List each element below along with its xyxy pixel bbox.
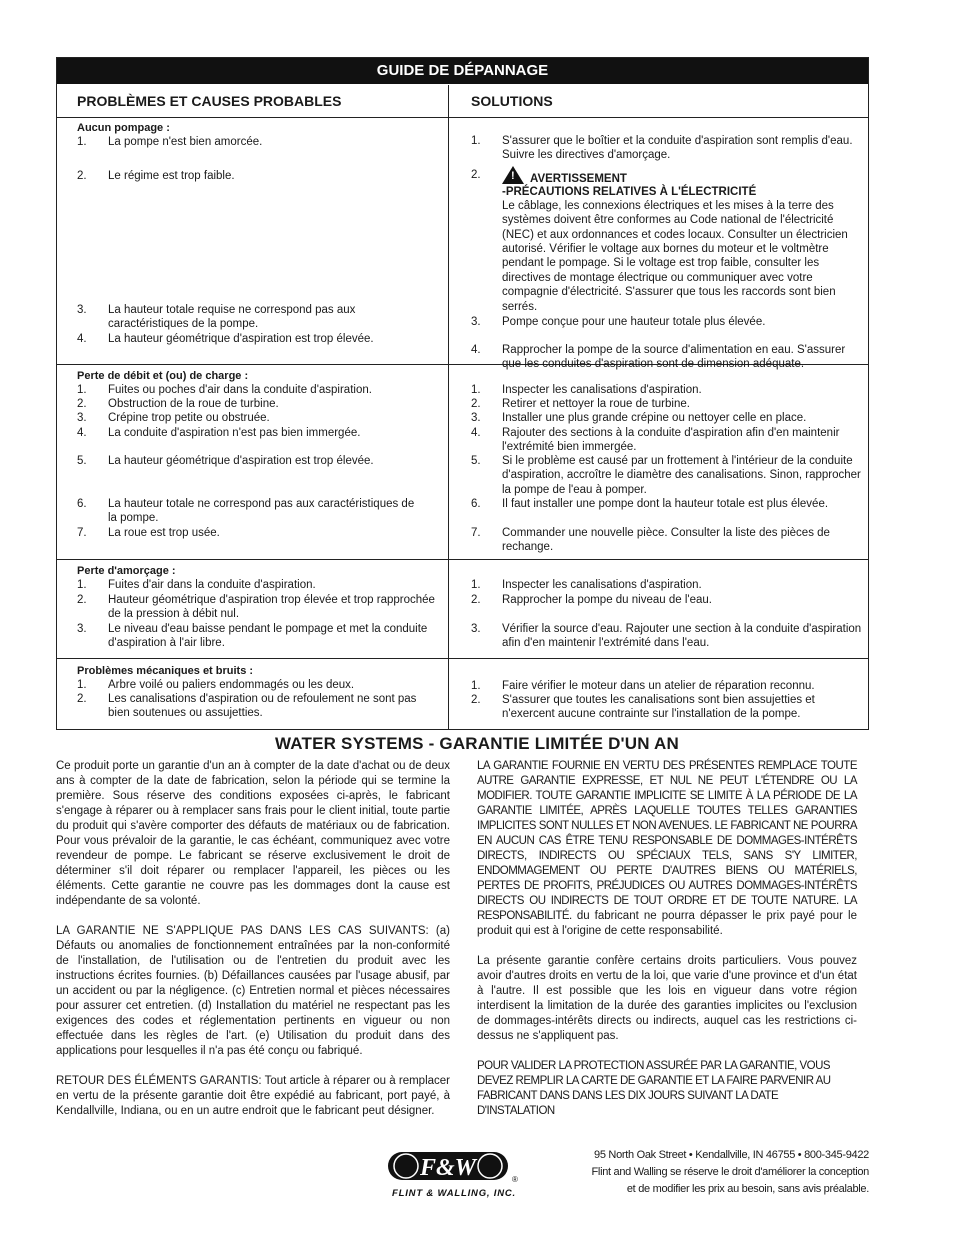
- cause-item: 2. Les canalisations d'aspiration ou de refoulement ne sont pas bien soutenues ou assujetties.: [77, 693, 417, 720]
- cause-item: 1. Fuites d'air dans la conduite d'aspiration.: [77, 579, 316, 591]
- warranty-paragraph: Ce produit porte un garantie d'un an à compter de la date d'achat ou de deux ans à compter de la date de fabrication, selon la période qui se termine la première. Sous réserve des conditions exposées ci-après, le fabricant s'engage à réparer ou à remplacer sans frais pour le client initial, toute partie du produit qui s'avère comporter des défauts de matériaux ou de fabrication. Pour vous prévaloir de la garantie, le cas échéant, communiquez avec votre revendeur de pompe. Le fabricant se réserve exclusivement le droit de déterminer s'il doit réparer ou remplacer l'appareil, les pièces ou les éléments. Cette garantie ne couvre pas les dommages dont la cause est indépendante de sa volonté.: [56, 760, 450, 907]
- cause-item: 6. La hauteur totale ne correspond pas aux caractéristiques de la pompe.: [77, 498, 415, 525]
- flint-walling-logo: [384, 1148, 524, 1200]
- solution-item: 6. Il faut installer une pompe dont la hauteur totale est plus élevée.: [471, 498, 829, 510]
- column-header-problems: PROBLÈMES ET CAUSES PROBABLES: [77, 93, 342, 109]
- cause-item: 2. Hauteur géométrique d'aspiration trop élevée et trop rapprochée de la pression à débit nul.: [77, 594, 435, 621]
- solution-item: 1. Faire vérifier le moteur dans un atelier de réparation reconnu.: [471, 680, 815, 692]
- table-section: [57, 118, 868, 371]
- solution-item: 1. S'assurer que le boîtier et la conduite d'aspiration sont remplis d'eau. Suivre les directives d'amorçage.: [471, 135, 853, 162]
- causes-cell: [77, 664, 447, 720]
- disclaimer-line: et de modifier les prix au besoin, sans avis préalable.: [626, 1183, 869, 1195]
- table-title: GUIDE DE DÉPANNAGE: [57, 58, 868, 84]
- cause-item: 4. La conduite d'aspiration n'est pas bien immergée.: [77, 427, 361, 439]
- solution-item: 2. Retirer et nettoyer la roue de turbine.: [471, 398, 690, 410]
- solution-item: 2. S'assurer que toutes les canalisations sont bien assujetties et n'exercent aucune contrainte sur l'installation de la pompe.: [471, 694, 815, 721]
- warranty-paragraph: POUR VALIDER LA PROTECTION ASSURÉE PAR LA GARANTIE, VOUS DEVEZ REMPLIR LA CARTE DE GARANTIE ET LA FAIRE PARVENIR AU FABRICANT DANS DANS LES DIX JOURS SUIVANT LA DATE D'INSTALATION: [477, 1060, 831, 1117]
- cause-item: 1. Fuites ou poches d'air dans la conduite d'aspiration.: [77, 384, 372, 396]
- cause-item: 3. Crépine trop petite ou obstruée.: [77, 412, 270, 424]
- solution-item: 4. Rapprocher la pompe de la source d'alimentation en eau. S'assurer que les conduites d'aspiration sont de dimension adéquate.: [471, 344, 846, 371]
- address-line: 95 North Oak Street • Kendallville, IN 46755 • 800-345-9422: [594, 1149, 869, 1161]
- warranty-paragraph: LA GARANTIE NE S'APPLIQUE PAS DANS LES CAS SUIVANTS: (a) Défauts ou anomalies de fonctionnement entraînées par la non-conformité de l'installation, de l'utilisation ou de l'entretien du produit avec les instructions écrites fournies. (b) Défaillances causées par l'usage abusif, par un accident ou par la négligence. (c) Entretien normal et pièces nécessaires pour assurer cet entretien. (d) Installation du matériel ne respectant pas les exigences des codes et réglementation pertinents en vigueur ou non effectuée dans les règles de l'art. (e) Utilisation du produit dans des applications pour lesquelles il n'a pas été conçu ou fabriqué.: [56, 925, 450, 1057]
- footer-address: [592, 1147, 870, 1198]
- logo-graphic: [384, 1148, 524, 1200]
- section-heading: Perte d'amorçage :: [77, 565, 176, 577]
- logo-subtitle: FLINT & WALLING, INC.: [392, 1188, 516, 1199]
- table-header-row: [57, 85, 868, 118]
- solution-item: 4. Rajouter des sections à la conduite d'aspiration afin d'en maintenir l'extrémité bien immergée.: [471, 427, 840, 454]
- solution-item: 7. Commander une nouvelle pièce. Consulter la liste des pièces de rechange.: [471, 527, 830, 554]
- cause-item: 2. Le régime est trop faible.: [77, 170, 235, 182]
- cause-item: 1. La pompe n'est bien amorcée.: [77, 136, 263, 148]
- cause-item: 5. La hauteur géométrique d'aspiration est trop élevée.: [77, 455, 374, 467]
- warranty-title: WATER SYSTEMS - GARANTIE LIMITÉE D'UN AN: [275, 734, 679, 753]
- cause-item: 7. La roue est trop usée.: [77, 527, 220, 539]
- logo-text: F&W: [419, 1155, 477, 1181]
- warranty-paragraph: RETOUR DES ÉLÉMENTS GARANTIS: Tout article à réparer ou à remplacer en vertu de la présente garantie doit être expédié au fabricant, port payé, à Kendallville, Indiana, ou en un autre endroit que le fabricant peut désigner.: [56, 1075, 450, 1117]
- solution-item: 1. Inspecter les canalisations d'aspiration.: [471, 384, 702, 396]
- troubleshooting-table: [56, 57, 869, 730]
- warning-label: AVERTISSEMENT: [530, 173, 627, 185]
- table-section: [57, 560, 868, 659]
- causes-cell: [77, 121, 447, 345]
- warranty-paragraph: La présente garantie confère certains droits particuliers. Vous pouvez avoir d'autres droits en vertu de la loi, que varie d'une province et d'un état à l'autre. Il est possible que les lois en vigueur dans votre région interdisent la limitation de la durée des garanties implicites ou l'exclusion de dommages-intérêts directs ou indirects, auquel cas les restrictions ci-dessus ne s'appliquent pas.: [477, 955, 857, 1042]
- warning-icon: !: [502, 166, 524, 184]
- cause-item: 3. Le niveau d'eau baisse pendant le pompage et met la conduite d'aspiration à l'air libre.: [77, 623, 428, 650]
- solution-item: 2. Rapprocher la pompe du niveau de l'eau.: [471, 594, 712, 606]
- table-section: [57, 365, 868, 560]
- causes-cell: [77, 564, 447, 650]
- solution-item: 5. Si le problème est causé par un frottement à l'intérieur de la conduite d'aspiration, accroître le diamètre des canalisations. Sinon, rapprocher la pompe de l'eau à pomper.: [471, 455, 861, 496]
- section-heading: Perte de débit et (ou) de charge :: [77, 370, 249, 382]
- warranty-left-column: [56, 759, 450, 1134]
- cause-item: 4. La hauteur géométrique d'aspiration est trop élevée.: [77, 333, 374, 345]
- cause-item: 3. La hauteur totale requise ne correspond pas aux caractéristiques de la pompe.: [77, 304, 356, 331]
- section-heading: Aucun pompage :: [77, 122, 170, 134]
- solution-item-warning: 2. ! AVERTISSEMENT -PRÉCAUTIONS RELATIVES À L'ÉLECTRICITÉ Le câblage, les connexions électriques et les mises à la terre des systèmes doivent être conformes au Code national de l'électricité (NEC) et aux ordonnances et codes locaux. Consulter un électricien autorisé. Vérifier le voltage aux bornes du moteur et le voltmètre pendant le pompage. Si le voltage est trop faible, consulter les directives de montage électrique ou communiquer avec votre compagnie d'électricité. S'assurer que tous les raccords sont bien serrés.: [471, 166, 868, 314]
- solution-item: 1. Inspecter les canalisations d'aspiration.: [471, 579, 702, 591]
- column-header-solutions: SOLUTIONS: [471, 93, 553, 109]
- section-heading: Problèmes mécaniques et bruits :: [77, 665, 254, 677]
- warning-subtitle: -PRÉCAUTIONS RELATIVES À L'ÉLECTRICITÉ: [502, 186, 757, 199]
- causes-cell: [77, 369, 447, 539]
- warranty-right-column: [477, 759, 857, 1134]
- warranty-paragraph: LA GARANTIE FOURNIE EN VERTU DES PRÉSENTES REMPLACE TOUTE AUTRE GARANTIE EXPRESSE, ET NUL NE PEUT L'ÉTENDRE OU LA MODIFIER. TOUTE GARANTIE IMPLICITE SE LIMITE À LA PÉRIODE DE LA GARANTIE LIMITÉE, APRÈS LAQUELLE TOUTES TELLES GARANTIES IMPLICITES SONT NULLES ET NON AVENUES. LE FABRICANT NE POURRA EN AUCUN CAS ÊTRE TENU RESPONSABLE DE DOMMAGES-INTÉRÊTS DIRECTS, INDIRECTS OU SPÉCIAUX TELS, SANS S'Y LIMITER, ENDOMMAGEMENT OU PERTE D'AUTRES BIENS OU MATÉRIELS, PERTES DE PROFITS, PRÉJUDICES OU AUTRES DOMMAGES-INTÉRÊTS DIRECTS OU INDIRECTS DE TOUT ORDRE ET DE TOUTE NATURE. LA RESPONSABILITÉ. du fabricant ne pourra dépasser le prix payé pour le produit qui est à l'origine de cette responsabilité.: [477, 760, 857, 937]
- cause-item: 1. Arbre voilé ou paliers endommagés ou les deux.: [77, 679, 355, 691]
- cause-item: 2. Obstruction de la roue de turbine.: [77, 398, 279, 410]
- warning-text: Le câblage, les connexions électriques et les mises à la terre des systèmes doivent être conformes au Code national de l'électricité (NEC) et aux ordonnances et codes locaux. Consulter un électricien autorisé. Vérifier le voltage aux bornes du moteur et le voltmètre pendant le pompage. Si le voltage est trop faible, consulter les directives de montage électrique ou communiquer avec votre compagnie d'électricité. S'assurer que tous les raccords sont bien serrés.: [502, 199, 848, 313]
- solution-item: 3. Pompe conçue pour une hauteur totale plus élevée.: [471, 316, 766, 328]
- table-section: [57, 659, 868, 730]
- svg-text:®: ®: [512, 1175, 518, 1184]
- disclaimer-line: Flint and Walling se réserve le droit d'améliorer la conception: [591, 1166, 869, 1178]
- solution-item: 3. Vérifier la source d'eau. Rajouter une section à la conduite d'aspiration afin d'en maintenir l'extrémité dans l'eau.: [471, 623, 862, 650]
- solution-item: 3. Installer une plus grande crépine ou nettoyer celle en place.: [471, 412, 807, 424]
